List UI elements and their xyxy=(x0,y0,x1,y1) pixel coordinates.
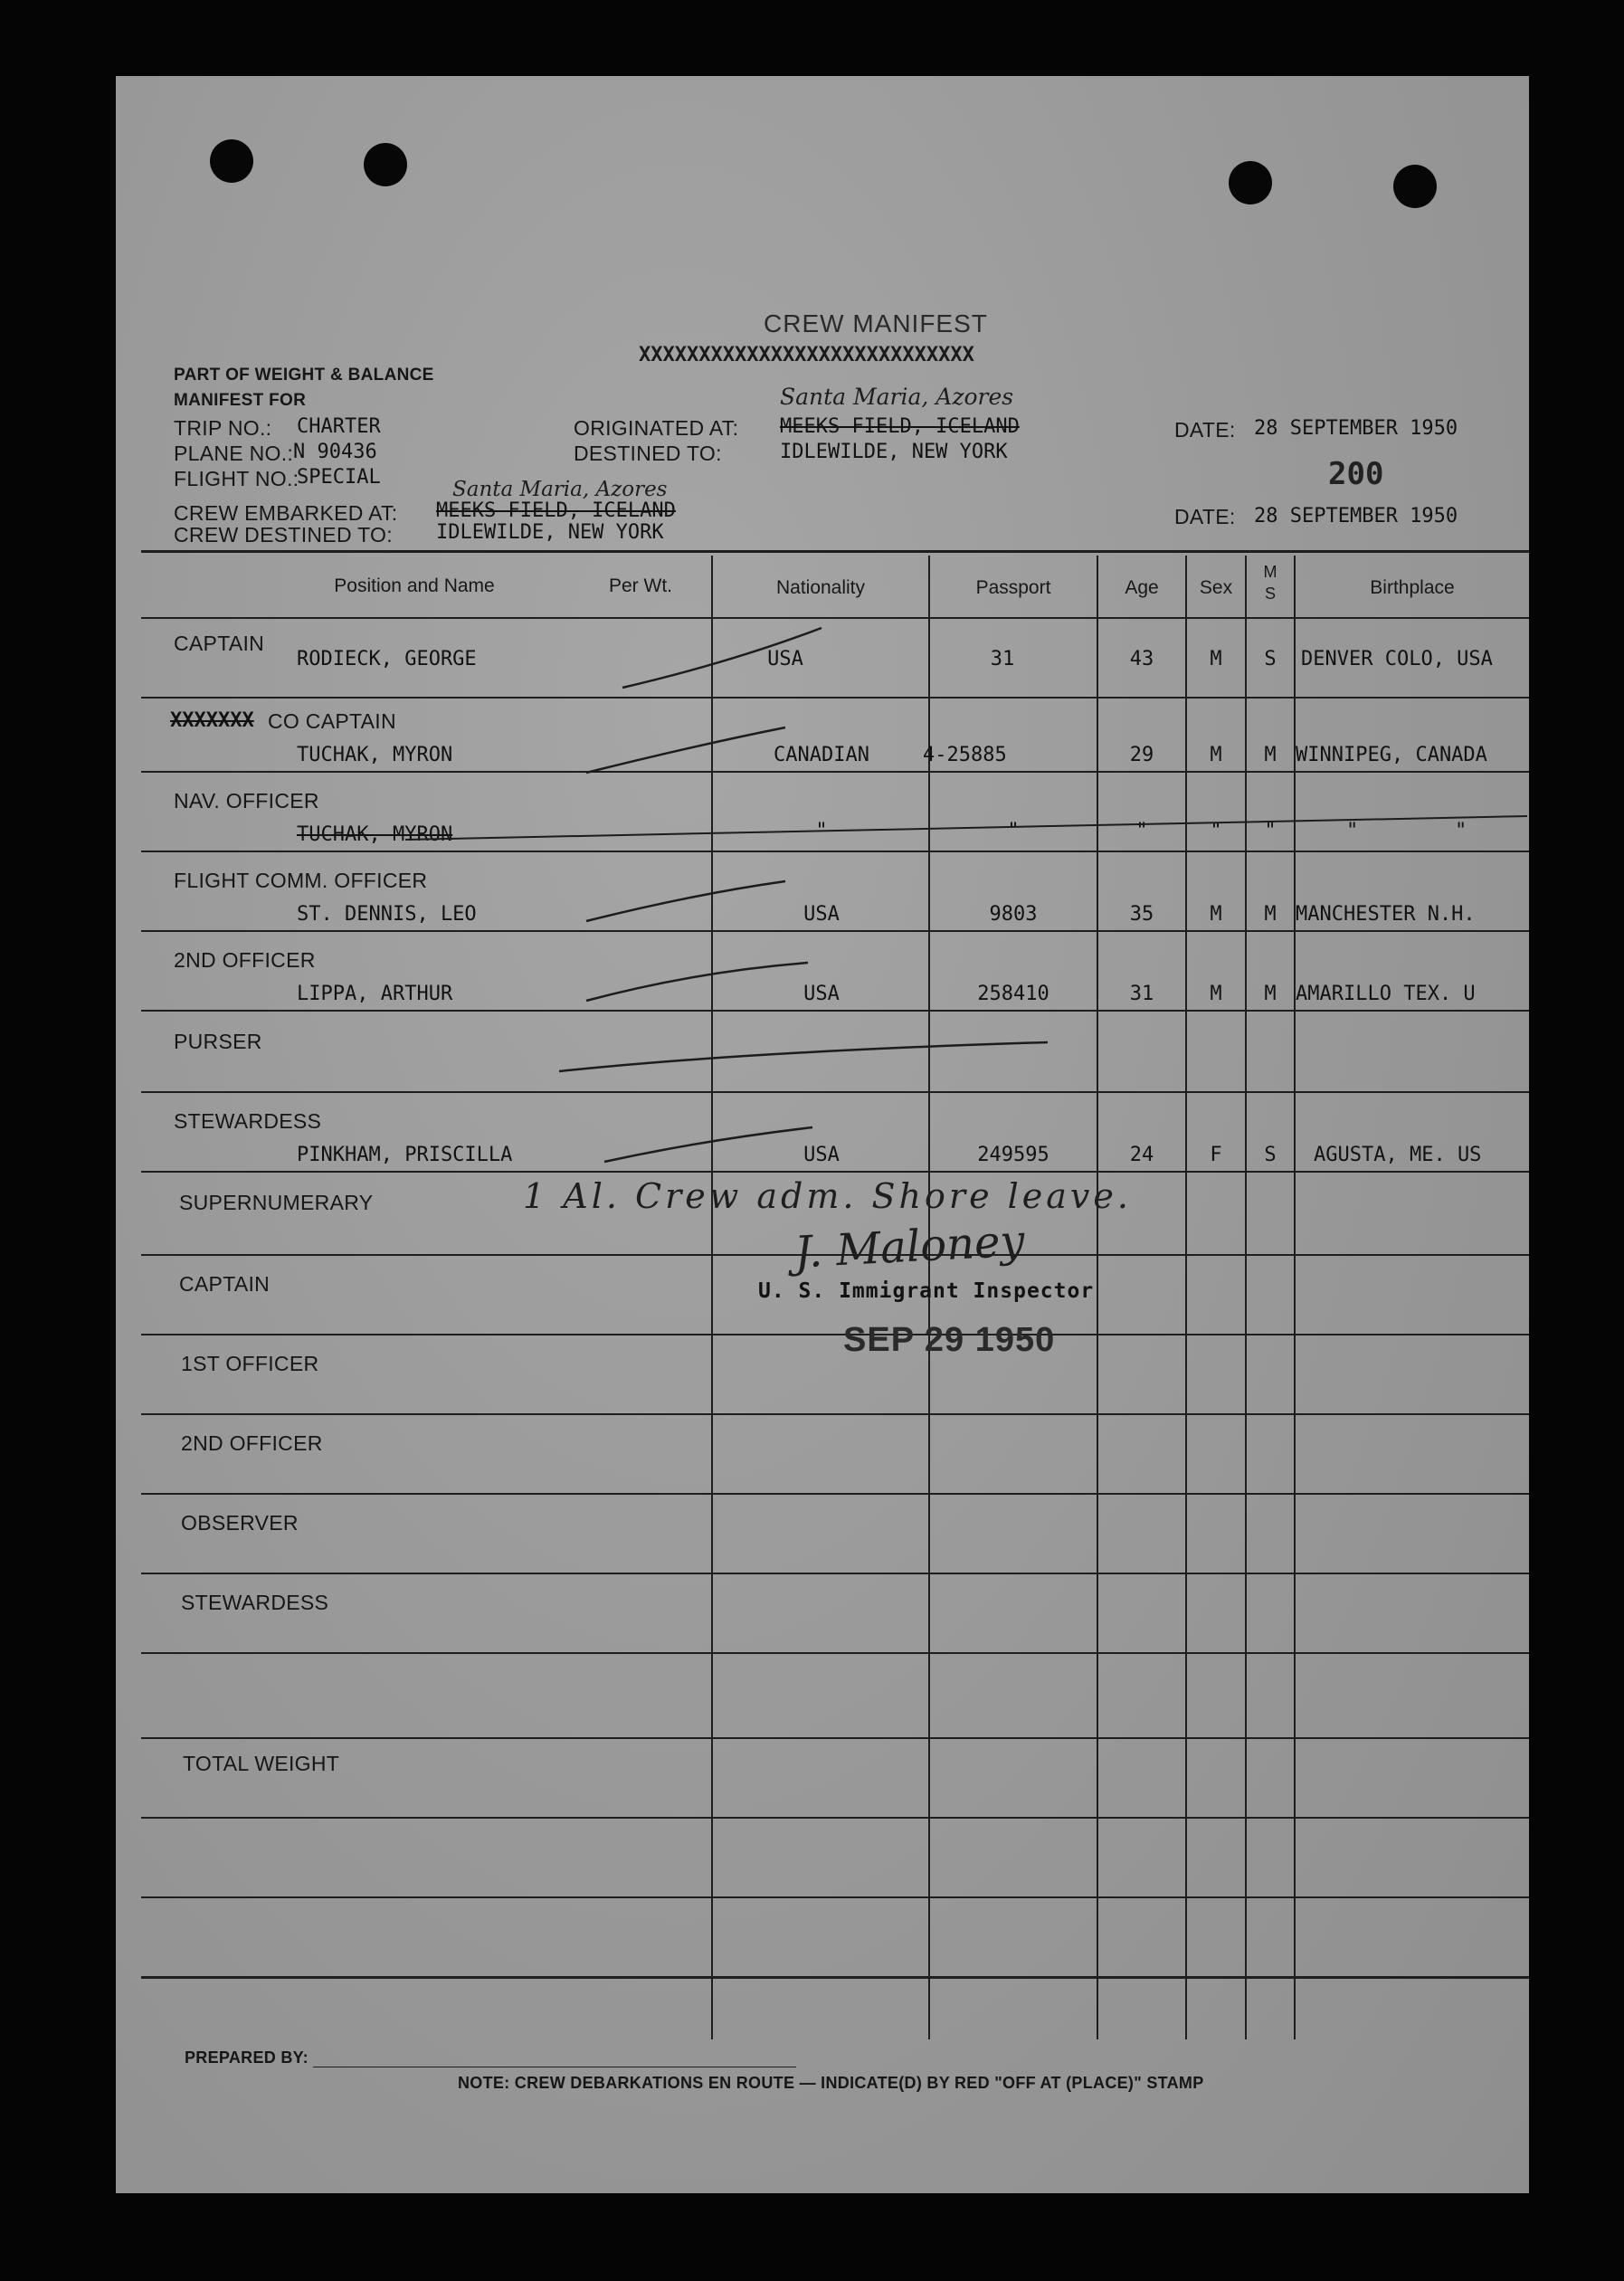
destined-value: IDLEWILDE, NEW YORK xyxy=(780,441,1008,463)
header-passport: Passport xyxy=(975,577,1051,598)
date-value: 28 SEPTEMBER 1950 xyxy=(1254,417,1458,440)
header-sex: Sex xyxy=(1199,577,1233,598)
plane-no-label: PLANE NO.: xyxy=(174,442,294,465)
row-sex: M xyxy=(1210,648,1222,670)
row-age: 24 xyxy=(1129,1144,1154,1166)
manifest-number: 200 xyxy=(1328,456,1384,492)
row-nationality: USA xyxy=(803,1144,840,1166)
row-ms: M xyxy=(1264,744,1277,766)
header-ms-m: M xyxy=(1263,563,1277,581)
row-name: RODIECK, GEORGE xyxy=(297,648,477,670)
inspector-stamp: U. S. Immigrant Inspector xyxy=(758,1279,1095,1303)
row-birthplace: AMARILLO TEX. U xyxy=(1296,983,1476,1005)
row-age: 31 xyxy=(1129,983,1154,1005)
row-passport: 258410 xyxy=(977,983,1049,1005)
row-age: 43 xyxy=(1129,648,1154,670)
row-position: FLIGHT COMM. OFFICER xyxy=(174,869,428,892)
header-birthplace: Birthplace xyxy=(1370,577,1455,598)
row-name: PINKHAM, PRISCILLA xyxy=(297,1144,513,1166)
label-captain: CAPTAIN xyxy=(179,1272,271,1296)
header-nationality: Nationality xyxy=(775,577,866,598)
row-position: NAV. OFFICER xyxy=(174,789,319,813)
row-position: CAPTAIN xyxy=(174,632,265,655)
crew-date-label: DATE: xyxy=(1174,505,1236,528)
date-stamp: SEP 29 1950 xyxy=(843,1321,1056,1359)
document-title: CREW MANIFEST xyxy=(764,309,988,337)
label-1st-officer: 1ST OFFICER xyxy=(181,1352,319,1375)
manifest-for-label: MANIFEST FOR xyxy=(174,391,307,410)
ink-strokes xyxy=(116,76,1529,2193)
row-ms: M xyxy=(1264,983,1277,1005)
row-sex: M xyxy=(1210,903,1222,926)
prepared-by-label: PREPARED BY: xyxy=(185,2048,309,2067)
label-2nd-officer: 2ND OFFICER xyxy=(181,1431,323,1455)
row-birthplace: MANCHESTER N.H. xyxy=(1296,903,1476,926)
header-ms-s: S xyxy=(1264,585,1276,603)
trip-no-value: CHARTER xyxy=(297,415,381,438)
row-passport: 4-25885 xyxy=(923,744,1007,766)
manifest-sheet xyxy=(116,76,1529,2193)
row-birthplace: WINNIPEG, CANADA xyxy=(1296,744,1487,766)
row-name: ST. DENNIS, LEO xyxy=(297,903,477,926)
ditto-mark: " xyxy=(1455,820,1467,842)
plane-no-value: N 90436 xyxy=(293,441,377,463)
crew-embarked-struck: MEEKS FIELD, ICELAND xyxy=(436,499,676,522)
embarked-handwritten: Santa Maria, Azores xyxy=(452,478,668,501)
header-position: Position and Name xyxy=(334,575,495,596)
date-label: DATE: xyxy=(1174,418,1236,442)
destined-label: DESTINED TO: xyxy=(574,442,722,465)
footer-note: NOTE: CREW DEBARKATIONS EN ROUTE — INDICATE(D) BY RED "OFF AT (PLACE)" STAMP xyxy=(458,2074,1204,2092)
row-position-struck: XXXXXXX xyxy=(170,709,254,732)
ditto-mark: " xyxy=(815,820,828,842)
inspector-signature: J. Maloney xyxy=(793,1215,1026,1278)
row-sex: F xyxy=(1210,1144,1222,1166)
label-stewardess: STEWARDESS xyxy=(181,1591,329,1614)
trip-no-label: TRIP NO.: xyxy=(174,416,272,440)
row-name: TUCHAK, MYRON xyxy=(297,744,453,766)
header-age: Age xyxy=(1125,577,1159,598)
row-nationality: USA xyxy=(803,983,840,1005)
crew-embarked-label: CREW EMBARKED AT: xyxy=(174,501,398,525)
flight-no-label: FLIGHT NO.: xyxy=(174,467,299,490)
header-perwt: Per Wt. xyxy=(608,575,672,596)
flight-no-value: SPECIAL xyxy=(297,466,381,489)
row-position: 2ND OFFICER xyxy=(174,948,316,972)
row-position: CO CAPTAIN xyxy=(268,709,396,733)
weight-balance-label: PART OF WEIGHT & BALANCE xyxy=(174,366,434,385)
ditto-mark: " xyxy=(1210,820,1222,842)
label-supernumerary: SUPERNUMERARY xyxy=(179,1191,374,1214)
crew-date-value: 28 SEPTEMBER 1950 xyxy=(1254,505,1458,527)
row-nationality: USA xyxy=(803,903,840,926)
row-sex: M xyxy=(1210,744,1222,766)
row-name: TUCHAK, MYRON xyxy=(297,823,453,846)
label-total-weight: TOTAL WEIGHT xyxy=(183,1752,340,1775)
originated-handwritten: Santa Maria, Azores xyxy=(780,384,1014,410)
row-sex: M xyxy=(1210,983,1222,1005)
label-observer: OBSERVER xyxy=(181,1511,299,1535)
row-birthplace: AGUSTA, ME. US xyxy=(1314,1144,1482,1166)
struck-title: XXXXXXXXXXXXXXXXXXXXXXXXXXXX xyxy=(639,344,974,366)
row-age: 35 xyxy=(1129,903,1154,926)
originated-label: ORIGINATED AT: xyxy=(574,416,739,440)
row-passport: 31 xyxy=(990,648,1015,670)
ditto-mark: " xyxy=(1346,820,1359,842)
ditto-mark: " xyxy=(1135,820,1148,842)
ditto-mark: " xyxy=(1007,820,1020,842)
row-age: 29 xyxy=(1129,744,1154,766)
handwritten-note: 1 Al. Crew adm. Shore leave. xyxy=(523,1176,1132,1216)
row-birthplace: DENVER COLO, USA xyxy=(1301,648,1493,670)
row-name: LIPPA, ARTHUR xyxy=(297,983,453,1005)
row-ms: S xyxy=(1264,1144,1277,1166)
crew-destined-value: IDLEWILDE, NEW YORK xyxy=(436,521,664,544)
row-position: STEWARDESS xyxy=(174,1109,322,1133)
row-nationality: USA xyxy=(767,648,803,670)
row-ms: S xyxy=(1264,648,1277,670)
ditto-mark: " xyxy=(1264,820,1277,842)
row-nationality: CANADIAN xyxy=(774,744,869,766)
row-passport: 249595 xyxy=(977,1144,1049,1166)
row-ms: M xyxy=(1264,903,1277,926)
row-passport: 9803 xyxy=(989,903,1038,926)
crew-destined-label: CREW DESTINED TO: xyxy=(174,523,393,546)
originated-struck: MEEKS FIELD, ICELAND xyxy=(780,415,1020,438)
row-position: PURSER xyxy=(174,1030,262,1053)
